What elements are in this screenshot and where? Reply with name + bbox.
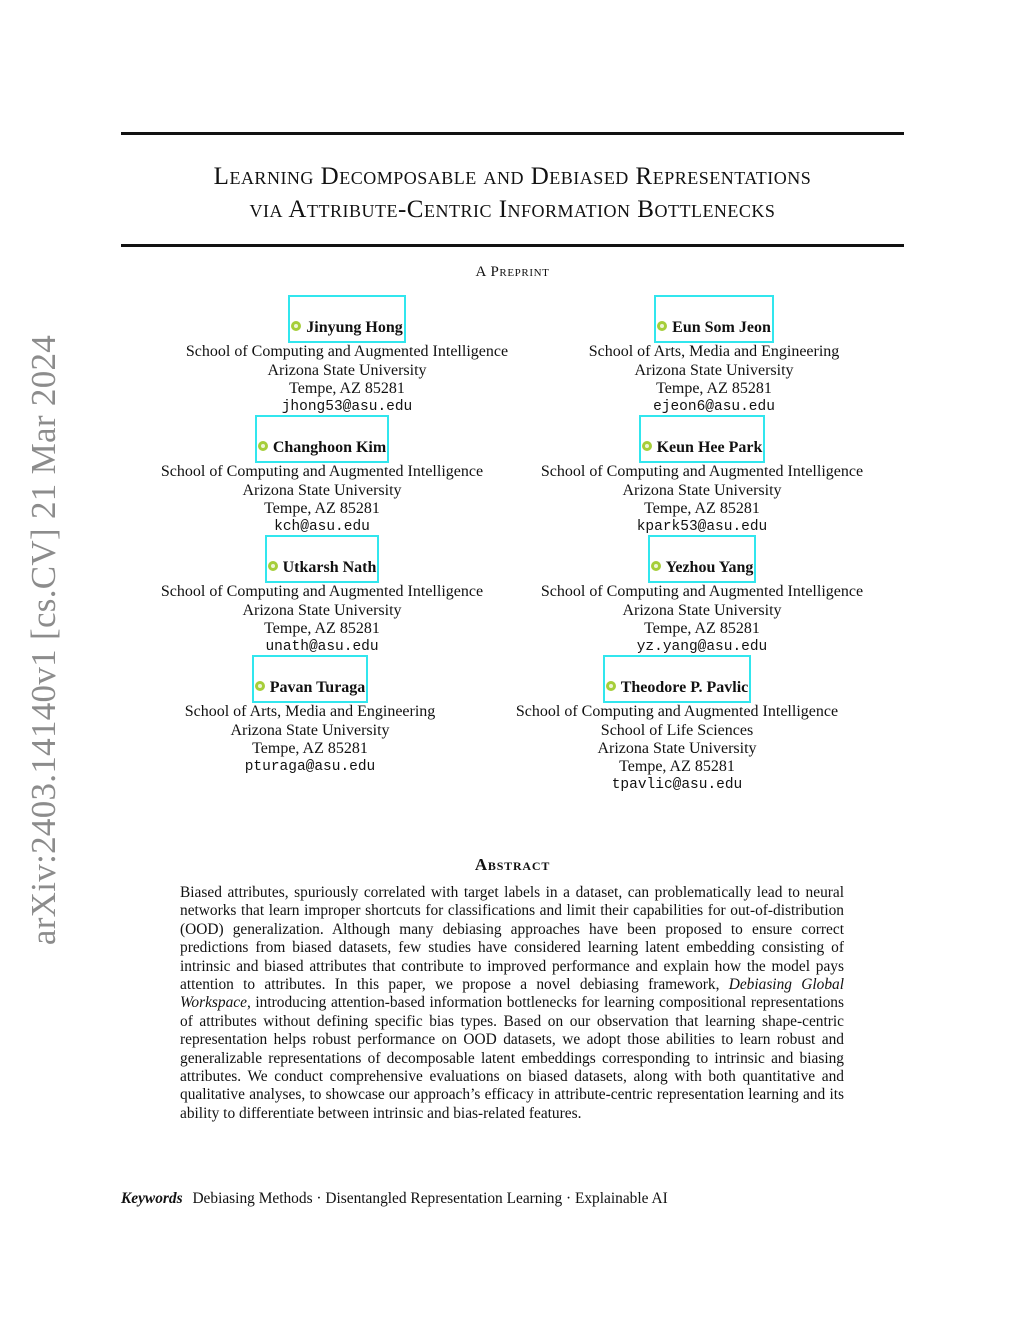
author-affiliation: School of Arts, Media and Engineering [184,703,436,721]
abstract-heading: Abstract [474,855,551,874]
orcid-icon[interactable] [291,321,301,331]
author-affiliation: School of Life Sciences [600,721,754,739]
author-affiliation: Arizona State University [622,481,782,499]
author-block-6 [502,559,902,656]
author-name-box[interactable] [252,655,369,703]
orcid-icon[interactable] [651,561,661,571]
author-block-3 [122,439,522,536]
author-affiliation: School of Computing and Augmented Intelligence [160,583,484,601]
author-name: Yezhou Yang [665,559,754,576]
author-name-box[interactable] [265,535,380,583]
author-name: Utkarsh Nath [282,559,377,576]
abstract-text-part-1: Biased attributes, spuriously correlated with target labels in a dataset, can problematically lead to neural networks that learn improper shortcuts for classifications and limit their capabilities for out-of-distribution (OOD) generalization. Although many debiasing approaches have been proposed to ensure correct predictions from biased datasets, few studies have considered learning latent embedding consisting of intrinsic and biased attributes that contribute to improved performance and explain how the model pays attention to attributes. In this paper, we propose a novel debiasing framework, [180,884,844,994]
orcid-icon[interactable] [606,681,616,691]
author-affiliation: School of Arts, Media and Engineering [588,343,840,361]
orcid-icon[interactable] [258,441,268,451]
title-top-rule [121,132,904,135]
arxiv-identifier: arXiv:2403.14140v1 [cs.CV] 21 Mar 2024 [24,334,63,946]
orcid-icon[interactable] [255,681,265,691]
author-affiliation: Arizona State University [242,481,402,499]
abstract-body [180,884,844,1123]
author-name-box[interactable] [648,535,757,583]
author-block-5 [122,559,522,656]
author-affiliation: Arizona State University [267,361,427,379]
author-affiliation: Arizona State University [242,601,402,619]
author-name: Eun Som Jeon [672,319,771,336]
author-block-8 [477,679,877,795]
keywords-label: Keywords [121,1190,183,1207]
author-name: Keun Hee Park [656,439,763,456]
author-affiliation: Arizona State University [230,721,390,739]
author-name-box[interactable] [603,655,752,703]
author-email[interactable]: ejeon6@asu.edu [653,399,775,416]
author-affiliation: Tempe, AZ 85281 [644,499,760,517]
keywords-line [121,1190,668,1208]
author-email[interactable]: kch@asu.edu [274,519,370,536]
author-name-box[interactable] [654,295,774,343]
orcid-icon[interactable] [657,321,667,331]
title-bottom-rule [121,244,904,247]
author-affiliation: Tempe, AZ 85281 [656,379,772,397]
author-email[interactable]: kpark53@asu.edu [636,519,768,536]
author-affiliation: Tempe, AZ 85281 [252,739,368,757]
author-email[interactable]: pturaga@asu.edu [244,759,376,776]
author-affiliation: Tempe, AZ 85281 [644,619,760,637]
author-affiliation: Arizona State University [597,739,757,757]
author-name: Jinyung Hong [306,319,403,336]
author-affiliation: School of Computing and Augmented Intelligence [515,703,839,721]
author-affiliation: School of Computing and Augmented Intelligence [160,463,484,481]
author-affiliation: Tempe, AZ 85281 [264,499,380,517]
abstract-emphasis: Debiasing Global Workspace [180,976,844,1012]
author-name: Pavan Turaga [269,679,366,696]
abstract-text-part-2: , introducing attention-based information bottlenecks for learning compositional representations of attributes without defining specific bias types. Based on our observation that learning shape-centric representation helps robust performance on OOD datasets, we adopt those abilities to learn robust and generalizable representations of decomposable latent embeddings corresponding to intrinsic and biasing attributes. We conduct comprehensive evaluations on biased datasets, along with both quantitative and qualitative analyses, to showcase our approach’s efficacy in attribute-centric representation learning and its ability to differentiate between intrinsic and bias-related features. [180,994,844,1122]
title-line-1: Learning Decomposable and Debiased Representations [213,163,812,190]
author-block-4 [502,439,902,536]
author-affiliation: School of Computing and Augmented Intelligence [540,463,864,481]
author-name-box[interactable] [288,295,405,343]
orcid-icon[interactable] [642,441,652,451]
author-email[interactable]: yz.yang@asu.edu [636,639,768,656]
author-block-1 [147,319,547,416]
keywords-text: Debiasing Methods · Disentangled Representation Learning · Explainable AI [192,1190,668,1207]
author-block-7 [110,679,510,776]
author-name-box[interactable] [255,415,389,463]
paper-title [121,160,904,226]
author-name-box[interactable] [639,415,766,463]
author-email[interactable]: unath@asu.edu [265,639,379,656]
preprint-label: A Preprint [475,264,550,280]
title-line-2: via Attribute-Centric Information Bottlenecks [249,196,776,223]
author-affiliation: School of Computing and Augmented Intelligence [185,343,509,361]
author-name: Changhoon Kim [272,439,387,456]
orcid-icon[interactable] [268,561,278,571]
author-affiliation: Tempe, AZ 85281 [289,379,405,397]
author-email[interactable]: jhong53@asu.edu [281,399,413,416]
author-affiliation: School of Computing and Augmented Intelligence [540,583,864,601]
author-affiliation: Arizona State University [634,361,794,379]
author-affiliation: Tempe, AZ 85281 [619,758,735,776]
author-name: Theodore P. Pavlic [620,679,749,696]
author-block-2 [514,319,914,416]
author-affiliation: Arizona State University [622,601,782,619]
author-affiliation: Tempe, AZ 85281 [264,619,380,637]
author-email[interactable]: tpavlic@asu.edu [611,777,743,794]
